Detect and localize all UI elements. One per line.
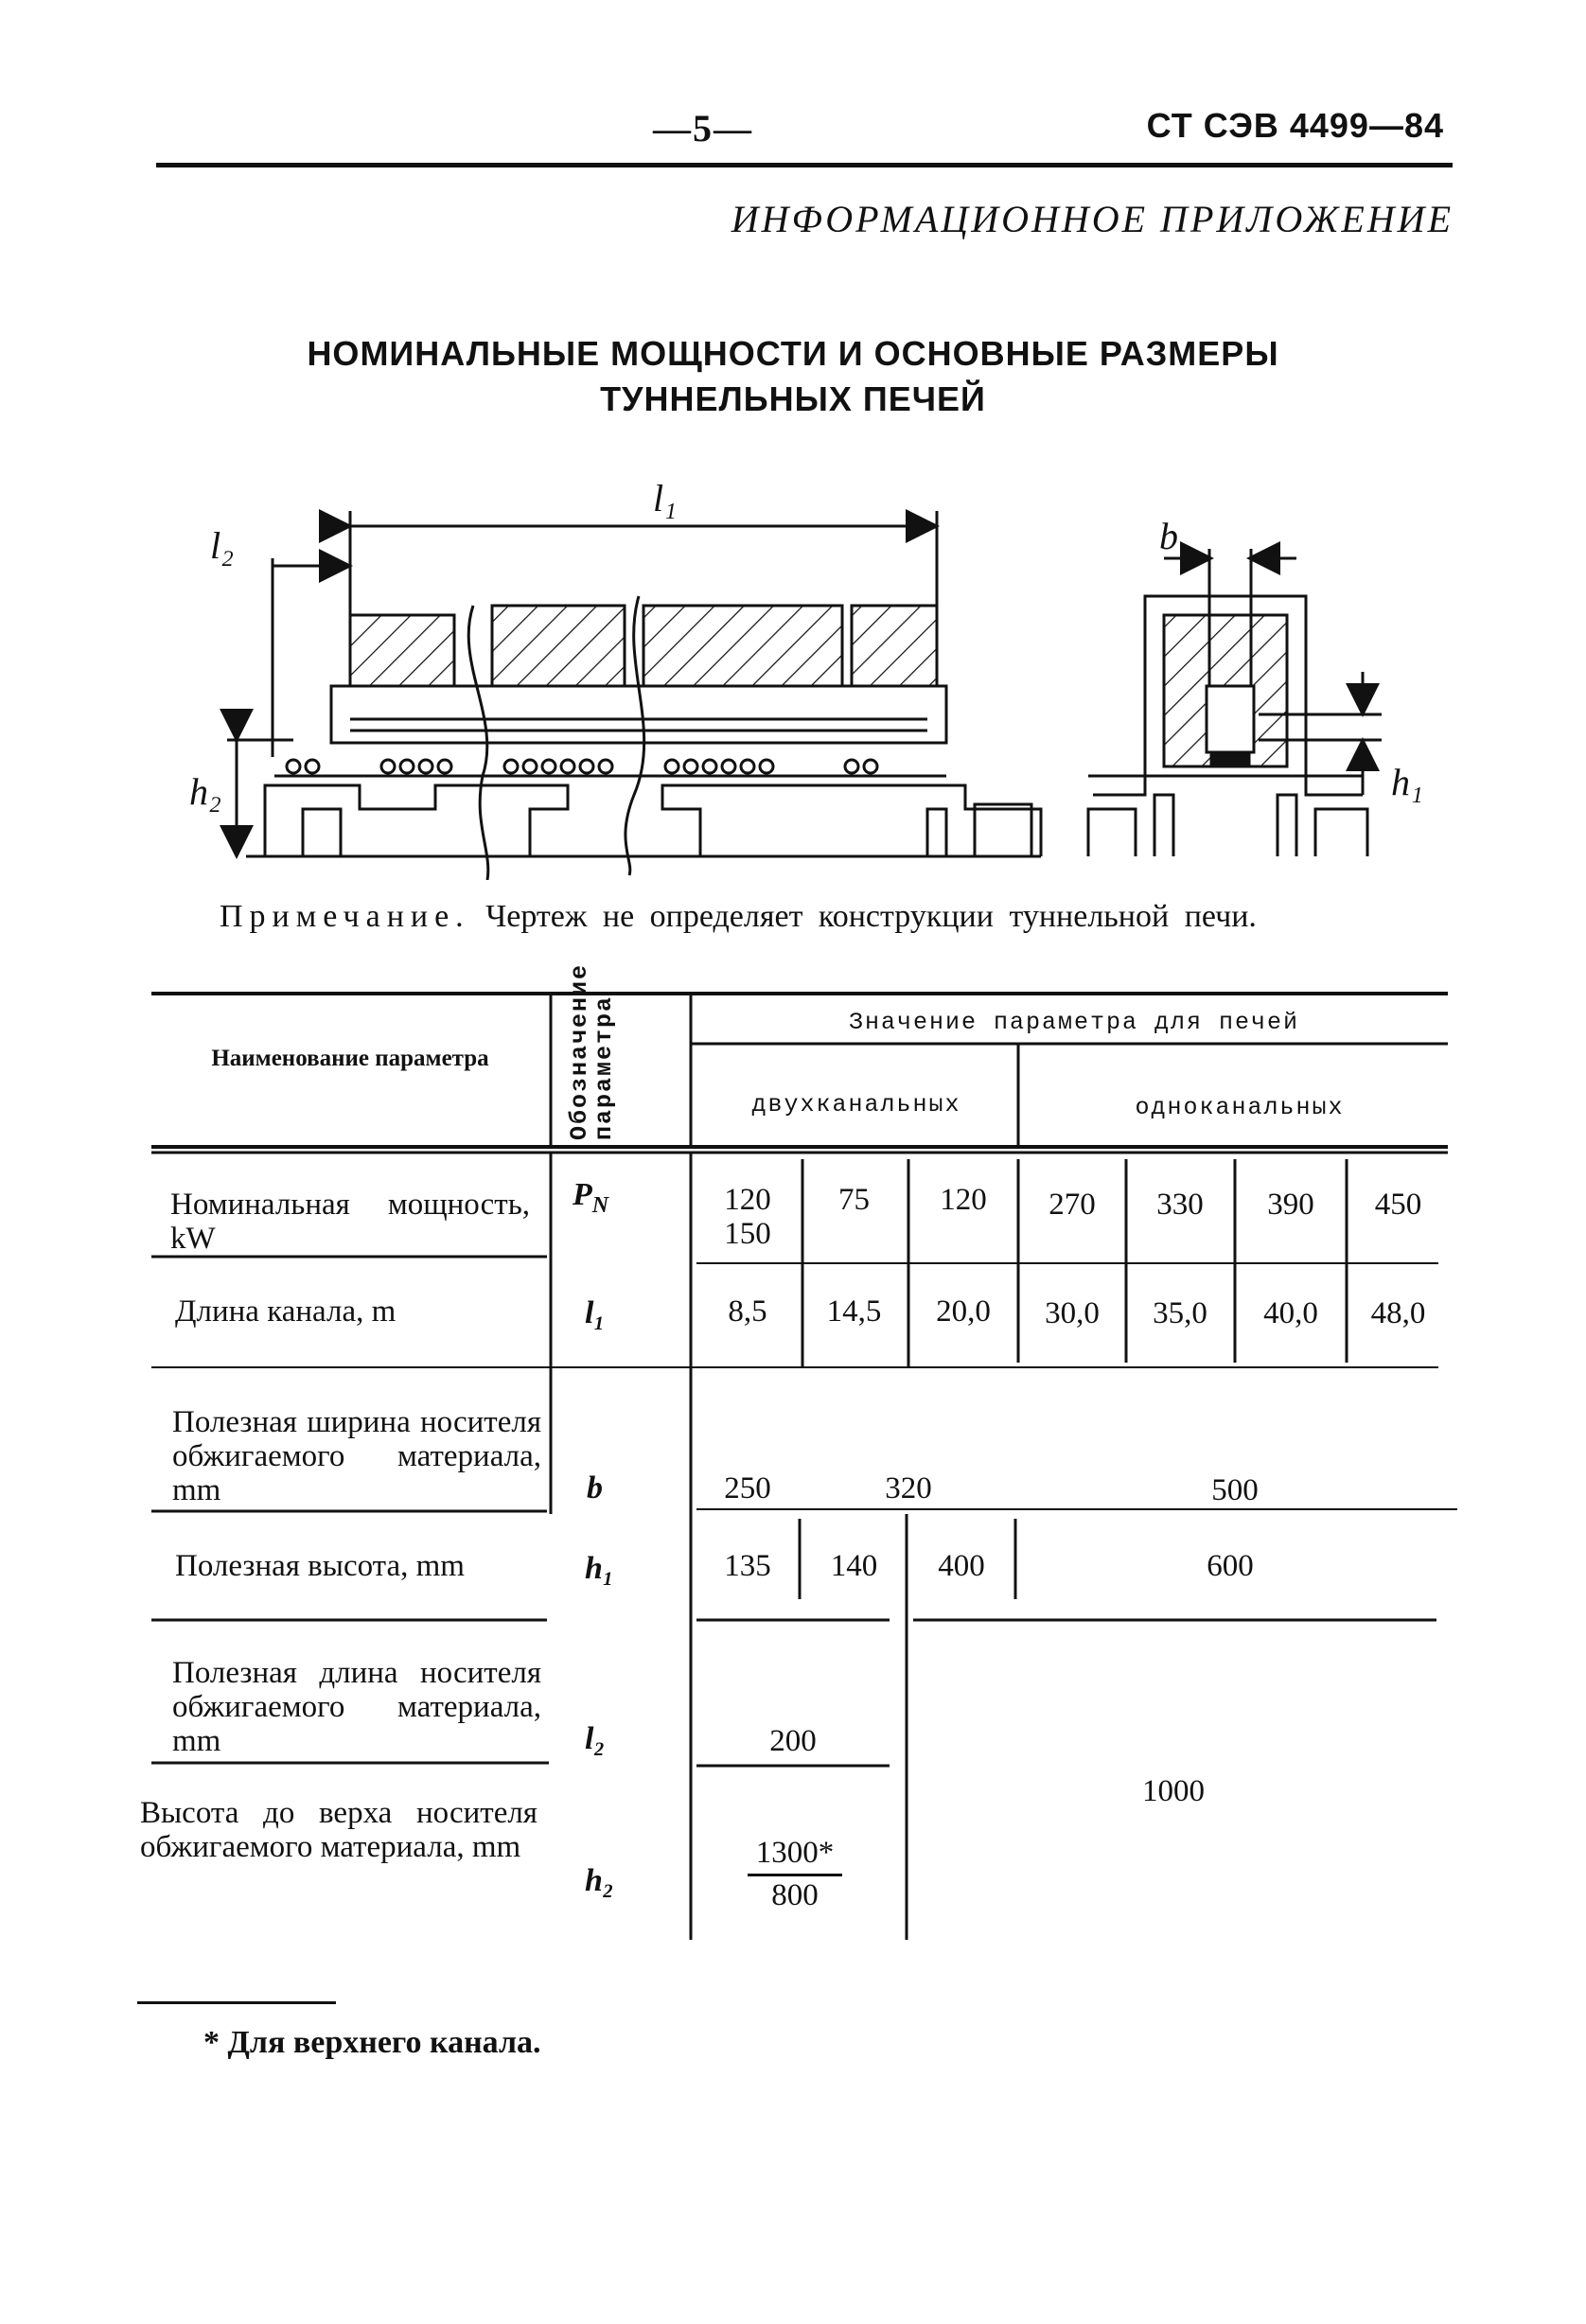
note-lead: Примечание.: [220, 899, 470, 934]
row-carrier-length-name: Полезная длина носителя обжигаемого материала, mm: [172, 1656, 541, 1758]
note-text: Чертеж не определяет конструкции туннельной печи.: [485, 899, 1257, 934]
row-carrier-height-name: Высота до верха носителя обжигаемого материала, mm: [140, 1796, 537, 1864]
header-symbol: Обозначение параметра: [566, 962, 618, 1140]
label-h2: h₂: [189, 770, 221, 813]
row-carrier-height-bottom: 800: [771, 1878, 819, 1912]
row-power-v1: 120 150: [724, 1183, 771, 1251]
title-line-1: НОМИНАЛЬНЫЕ МОЩНОСТИ И ОСНОВНЫЕ РАЗМЕРЫ: [307, 334, 1279, 373]
row-carrier-height-symbol: h₂: [585, 1863, 614, 1898]
row-power-v3: 120: [940, 1183, 987, 1217]
row-power-v7: 450: [1374, 1188, 1422, 1222]
page-number: —5—: [653, 107, 753, 150]
footnote: * Для верхнего канала.: [203, 2025, 541, 2060]
row-width-name: Полезная ширина носителя обжигаемого материала, mm: [172, 1405, 541, 1507]
label-l1: l₁: [653, 483, 678, 519]
row-power-symbol-main: P: [573, 1177, 592, 1212]
row-width-v1: 250: [724, 1471, 771, 1505]
header-single: одноканальных: [1135, 1094, 1345, 1121]
row-length-v4: 30,0: [1045, 1296, 1100, 1330]
header-name: Наименование параметра: [211, 1046, 489, 1071]
header-double: двухканальных: [751, 1091, 961, 1118]
row-length-v3: 20,0: [936, 1294, 991, 1329]
row-carrier-height-top: 1300*: [755, 1836, 835, 1870]
label-h1: h₁: [1391, 761, 1423, 803]
row-width-v2: 320: [885, 1471, 932, 1505]
row-length-v7: 48,0: [1370, 1296, 1426, 1330]
row-height-v3: 400: [938, 1549, 985, 1583]
row-power-v4: 270: [1049, 1188, 1096, 1222]
row-height-name: Полезная высота, mm: [175, 1549, 465, 1583]
header-value: Значение параметра для печей: [848, 1009, 1300, 1036]
row-power-name: Номинальная мощность, kW: [170, 1188, 530, 1256]
row-height-symbol: h₁: [585, 1551, 614, 1586]
row-width-symbol: b: [587, 1470, 603, 1505]
row-length-v1: 8,5: [728, 1294, 767, 1329]
title-line-2: ТУННЕЛЬНЫХ ПЕЧЕЙ: [600, 379, 986, 418]
row-power-v6: 390: [1267, 1188, 1314, 1222]
row-length-v5: 35,0: [1153, 1296, 1207, 1330]
standard-number: СТ СЭВ 4499—84: [1146, 106, 1444, 145]
row-length-v2: 14,5: [826, 1294, 882, 1329]
row-power-symbol: [573, 1178, 608, 1223]
fraction-line: [748, 1874, 842, 1876]
shared-value: 1000: [1142, 1774, 1205, 1808]
row-power-v5: 330: [1156, 1188, 1204, 1222]
row-carrier-length-symbol: l₂: [585, 1721, 606, 1756]
row-power-symbol-sub: N: [591, 1192, 609, 1218]
row-length-name: Длина канала, m: [175, 1294, 396, 1329]
label-l2: l₂: [210, 524, 235, 567]
row-height-v1: 135: [724, 1549, 771, 1583]
row-height-v4: 600: [1207, 1549, 1254, 1583]
appendix-title: ИНФОРМАЦИОННОЕ ПРИЛОЖЕНИЕ: [731, 198, 1454, 240]
row-length-v6: 40,0: [1263, 1296, 1318, 1330]
row-carrier-length-v1: 200: [769, 1724, 817, 1758]
footnote-divider: [137, 2001, 336, 2004]
row-height-v2: 140: [830, 1549, 878, 1583]
row-width-v3: 500: [1211, 1473, 1259, 1507]
row-length-symbol: l₁: [585, 1295, 606, 1330]
row-power-v2: 75: [838, 1183, 870, 1217]
label-b: b: [1159, 515, 1178, 557]
